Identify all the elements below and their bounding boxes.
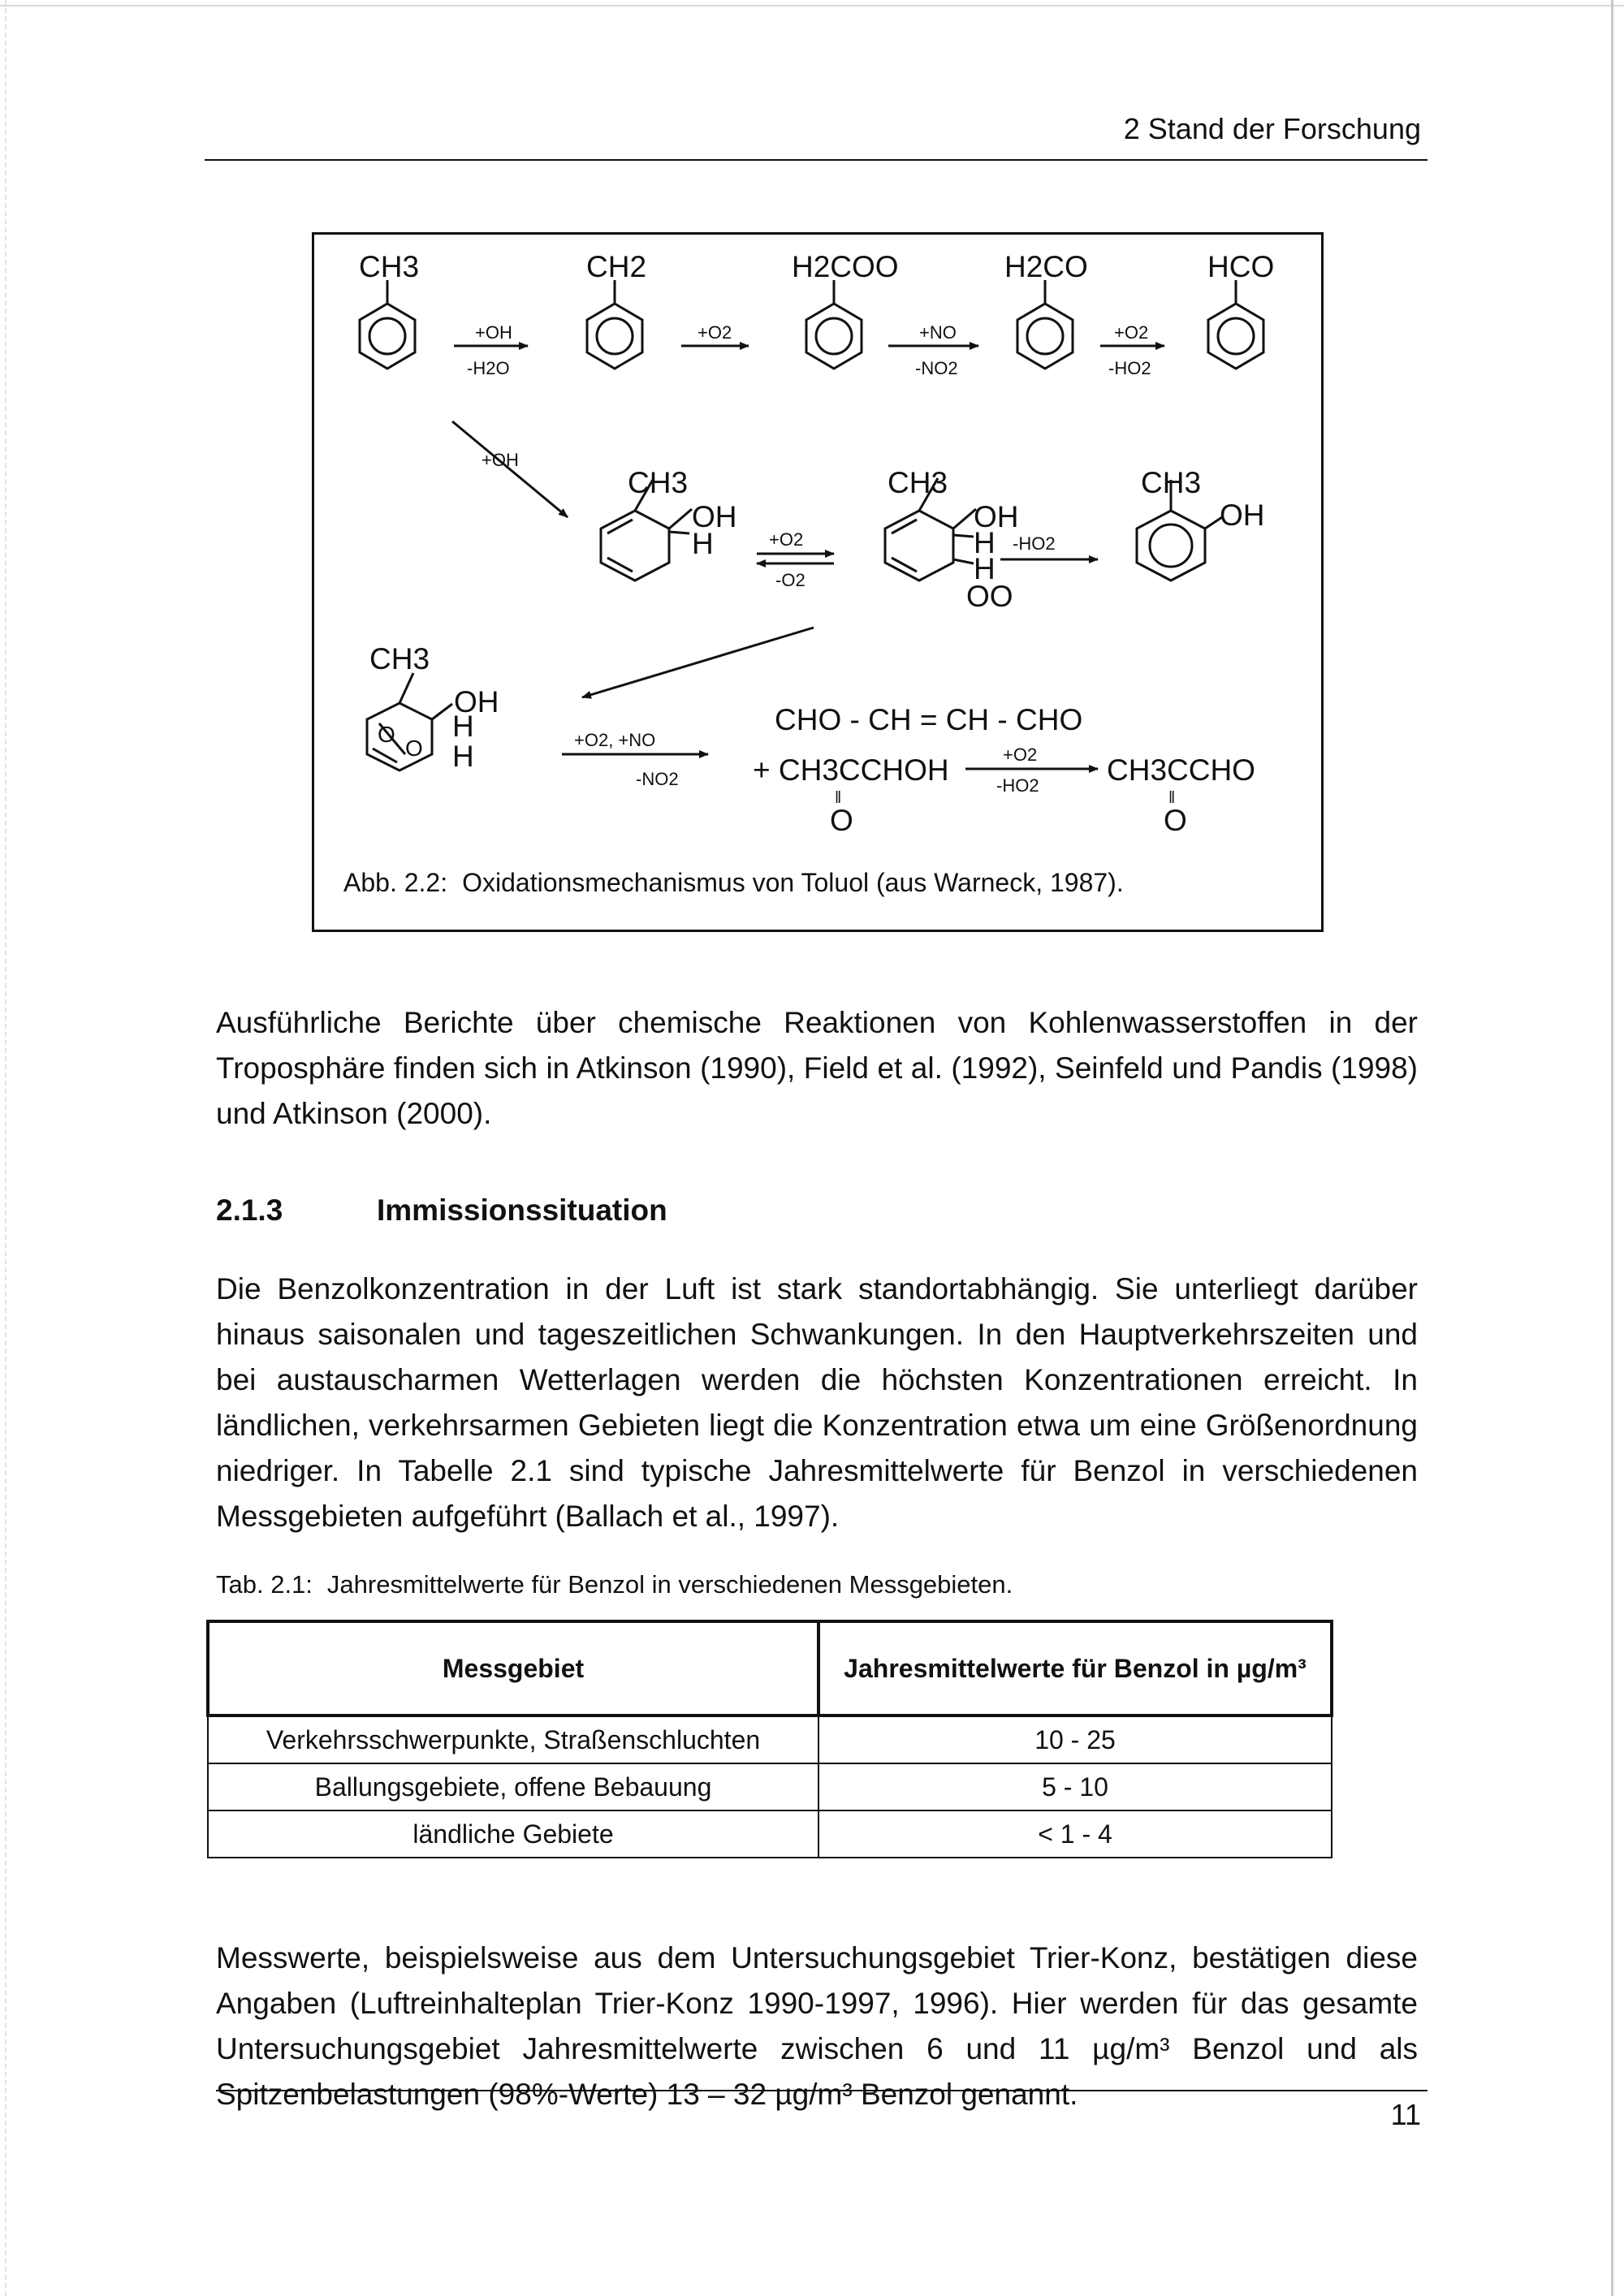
label-minus-ho2-c: -HO2 (996, 775, 1039, 796)
label-plus-o2-b: +O2 (1114, 322, 1149, 343)
peroxy-h1: H (974, 526, 996, 559)
toluene-oxidation-scheme (314, 235, 1321, 860)
cell-area: Ballungsgebiete, offene Bebauung (208, 1763, 818, 1810)
bicyclic-ring-o1: O (378, 722, 395, 747)
scan-edge-right (1611, 0, 1613, 2296)
label-plus-oh: +OH (475, 322, 512, 343)
carbonyl-o-2: O (1164, 804, 1187, 837)
cell-value: < 1 - 4 (818, 1810, 1332, 1858)
footer-rule (216, 2090, 1427, 2091)
label-eq-plus-o2: +O2 (769, 529, 804, 550)
ring-toluene (360, 280, 415, 369)
cell-value: 10 - 25 (818, 1716, 1332, 1763)
adduct-ch3: CH3 (628, 466, 689, 499)
cell-area: Verkehrsschwerpunkte, Straßenschluchten (208, 1716, 818, 1763)
section-heading (216, 1193, 667, 1228)
cell-value: 5 - 10 (818, 1763, 1332, 1810)
group-ch2: CH2 (586, 250, 647, 283)
label-plus-o2-c: +O2 (1003, 744, 1038, 765)
header-rule (205, 159, 1427, 161)
ring-benzyl-radical (587, 280, 642, 369)
cell-area: ländliche Gebiete (208, 1810, 818, 1858)
table-row (208, 1810, 1332, 1858)
peroxy-oh: OH (974, 500, 1019, 533)
group-ch3: CH3 (359, 250, 420, 283)
label-minus-ho2: -HO2 (1108, 358, 1151, 378)
product-hydroxy-ketone: + CH3CCHOH (753, 753, 949, 787)
bicyclic-ring-o2: O (405, 736, 423, 761)
product-methylglyoxal: CH3CCHO (1107, 753, 1255, 787)
table-row (208, 1716, 1332, 1763)
section-number: 2.1.3 (216, 1193, 283, 1227)
label-plus-o2-plus-no: +O2, +NO (574, 730, 656, 750)
group-h2coo: H2COO (792, 250, 899, 283)
label-minus-no2: -NO2 (915, 358, 958, 378)
figure-box (312, 232, 1324, 932)
paragraph-measurements: Messwerte, beispielsweise aus dem Untersuchungsgebiet Trier-Konz, bestätigen diese Angaben (Luftreinhalteplan Trier-Konz 1990-1997, 1996). Hier werden für das gesamte Untersuchungsgebiet Jahresmittelwerte zwischen 6 und 11 µg/m³ Benzol und als Spitzenbelastungen (98%-Werte) 13 – 32 µg/m³ Benzol genannt. (216, 1941, 1418, 2111)
double-bond-1: ‖ (835, 789, 842, 807)
page-number: 11 (1390, 2098, 1421, 2131)
label-plus-no: +NO (919, 322, 957, 343)
table-caption (216, 1570, 1013, 1599)
product-butenedial: CHO - CH = CH - CHO (775, 703, 1083, 736)
table-header-row (208, 1621, 1332, 1716)
running-header: 2 Stand der Forschung (1123, 112, 1421, 145)
scan-edge-left (5, 0, 6, 2296)
table-row (208, 1763, 1332, 1810)
table-caption-label: Tab. 2.1: (216, 1570, 313, 1599)
adduct-h: H (692, 527, 714, 560)
adduct-oh: OH (692, 500, 737, 533)
group-hco: HCO (1207, 250, 1275, 283)
paragraph-benzene-concentration: Die Benzolkonzentration in der Luft ist stark standortabhängig. Sie unterliegt darüber hinaus saisonalen und tageszeitlichen Schwankungen. In den Hauptverkehrszeiten und bei austauscharmen Wetterlagen werden die höchsten Konzentrationen erreicht. In ländlichen, verkehrsarmen Gebieten liegt die Konzentration etwa um eine Größenordnung niedriger. In Tabelle 2.1 sind typische Jahresmittelwerte für Benzol in verschiedenen Messgebieten aufgeführt (Ballach et al., 1997). (216, 1272, 1418, 1533)
paragraph-literature: Ausführliche Berichte über chemische Reaktionen von Kohlenwasserstoffen in der Troposphäre finden sich in Atkinson (1990), Field et al. (1992), Seinfeld und Pandis (1998) und Atkinson (2000). (216, 1006, 1418, 1130)
scan-edge-top (0, 5, 1624, 6)
figure-caption-label: Abb. 2.2: (343, 868, 448, 897)
label-plus-o2: +O2 (698, 322, 732, 343)
label-minus-no2-b: -NO2 (636, 769, 679, 789)
label-branch-oh: +OH (482, 450, 519, 470)
cresol-oh: OH (1220, 498, 1265, 532)
figure-caption (343, 868, 1124, 898)
header-messgebiet: Messgebiet (208, 1621, 818, 1716)
bicyclic-h1: H (452, 710, 474, 743)
bicyclic-ch3: CH3 (369, 642, 430, 675)
section-title: Immissionssituation (377, 1193, 667, 1227)
carbonyl-o-1: O (830, 804, 853, 837)
double-bond-2: ‖ (1168, 789, 1176, 807)
ring-benzoxy (1017, 280, 1073, 369)
benzene-table (206, 1620, 1333, 1858)
peroxy-oo: OO (966, 580, 1013, 613)
header-jahresmittelwerte: Jahresmittelwerte für Benzol in µg/m³ (818, 1621, 1332, 1716)
bicyclic-h2: H (452, 740, 474, 773)
label-eq-minus-o2: -O2 (775, 570, 806, 590)
cresol-ch3: CH3 (1141, 466, 1202, 499)
ring-benzylperoxy (806, 280, 862, 369)
bicyclic-oh: OH (454, 685, 499, 719)
label-minus-ho2-b: -HO2 (1013, 533, 1056, 554)
figure-caption-text: Oxidationsmechanismus von Toluol (aus Warneck, 1987). (462, 868, 1124, 897)
group-h2co: H2CO (1004, 250, 1088, 283)
peroxy-h2: H (974, 552, 996, 585)
label-minus-h2o: -H2O (467, 358, 510, 378)
peroxy-ch3: CH3 (888, 466, 948, 499)
ring-benzaldehyde (1208, 280, 1263, 369)
table-caption-text: Jahresmittelwerte für Benzol in verschiedenen Messgebieten. (326, 1570, 1013, 1599)
